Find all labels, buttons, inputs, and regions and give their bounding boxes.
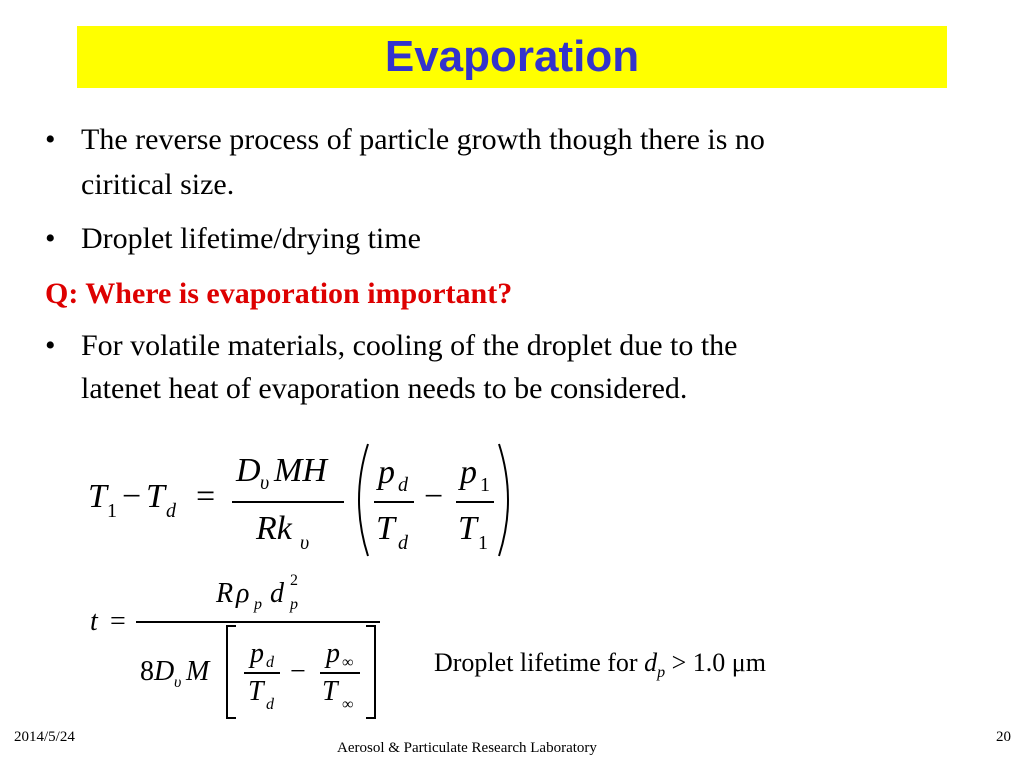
eq1-T-sub-d: d: [398, 532, 408, 554]
eq1-equals: =: [196, 478, 216, 515]
eq2-p-d: p: [250, 638, 264, 669]
eq2-num-sup-2: 2: [290, 572, 298, 589]
eq1-num-D: D: [236, 452, 261, 489]
eq2-num-d: d: [270, 578, 284, 609]
eq2-T-inf: T: [322, 676, 338, 707]
eq1-T-2: T: [458, 510, 477, 547]
eq2-den-sub-v: υ: [174, 674, 182, 691]
lifetime-caption: [434, 648, 766, 682]
question-text: Q: Where is evaporation important?: [45, 277, 513, 310]
eq1-num-MH: MH: [274, 452, 327, 489]
eq2-p-inf-sub: ∞: [342, 654, 354, 671]
footer-lab: Aerosol & Particulate Research Laboratory: [337, 740, 597, 756]
bullet-2-text: Droplet lifetime/drying time: [81, 222, 421, 255]
bullet-marker: •: [45, 329, 56, 362]
caption-prefix: Droplet lifetime for: [434, 648, 645, 677]
eq2-right-bracket: [364, 624, 378, 720]
eq2-num-rho-sub-p: p: [254, 596, 262, 613]
eq2-den-8: 8: [140, 656, 154, 687]
eq2-T-inf-sub: ∞: [342, 696, 354, 713]
eq1-den-sub-v: υ: [300, 532, 310, 554]
eq2-num-d-sub-p: p: [290, 596, 298, 613]
eq2-T-d: T: [248, 676, 264, 707]
footer-date: 2014/5/24: [14, 729, 75, 745]
eq1-minus-2: −: [424, 478, 444, 515]
title-bar: [77, 26, 947, 88]
slide-number: 20: [996, 729, 1011, 745]
bullet-marker: •: [45, 123, 56, 156]
eq1-left-paren: [348, 442, 372, 558]
eq1-T: T: [376, 510, 395, 547]
eq1-minus: −: [122, 478, 142, 515]
eq1-p-sub-1: 1: [480, 474, 490, 496]
eq1-T-sub-1: 1: [478, 532, 488, 554]
eq2-equals: =: [110, 606, 126, 637]
bullet-3-line-1: For volatile materials, cooling of the droplet due to the: [81, 329, 738, 362]
eq1-lhs-sub-d: d: [166, 500, 176, 522]
eq1-fraction-bar-2: [374, 501, 414, 503]
eq2-den-M: M: [186, 656, 210, 687]
eq2-p-inf: p: [326, 638, 340, 669]
slide-title: Evaporation: [384, 32, 640, 81]
caption-d: d: [644, 648, 658, 677]
eq1-lhs-sub-1: 1: [107, 500, 117, 522]
eq2-p-d-sub: d: [266, 654, 274, 671]
eq1-num-sub-v: υ: [260, 472, 270, 494]
eq2-minus: −: [290, 656, 306, 687]
eq2-t: t: [90, 606, 98, 637]
eq1-p-2: p: [460, 454, 477, 491]
caption-sub-p: p: [657, 664, 666, 682]
eq2-left-bracket: [224, 624, 238, 720]
eq2-fraction-bar: [136, 621, 380, 623]
eq2-den-D: D: [154, 656, 175, 687]
eq2-inner-bar-1: [244, 672, 280, 674]
eq1-fraction-bar: [232, 501, 344, 503]
eq1-lhs-T: T: [88, 478, 107, 515]
caption-suffix: > 1.0 μm: [665, 648, 766, 677]
eq1-right-paren: [495, 442, 519, 558]
bullet-marker: •: [45, 222, 56, 255]
eq1-fraction-bar-3: [456, 501, 494, 503]
eq2-inner-bar-2: [320, 672, 360, 674]
equation-1: [80, 440, 530, 560]
eq1-p-sub-d: d: [398, 474, 408, 496]
eq1-p: p: [378, 454, 395, 491]
bullet-1-line-2: ciritical size.: [81, 168, 235, 201]
eq1-lhs-T2: T: [146, 478, 165, 515]
eq2-num-rho: ρ: [236, 578, 250, 609]
eq2-num-R: R: [216, 578, 234, 609]
equation-2: [80, 568, 400, 728]
bullet-1-line-1: The reverse process of particle growth though there is no: [81, 123, 765, 156]
eq2-T-d-sub: d: [266, 696, 274, 713]
eq1-den-Rk: Rk: [256, 510, 292, 547]
bullet-3-line-2: latenet heat of evaporation needs to be considered.: [81, 372, 688, 405]
